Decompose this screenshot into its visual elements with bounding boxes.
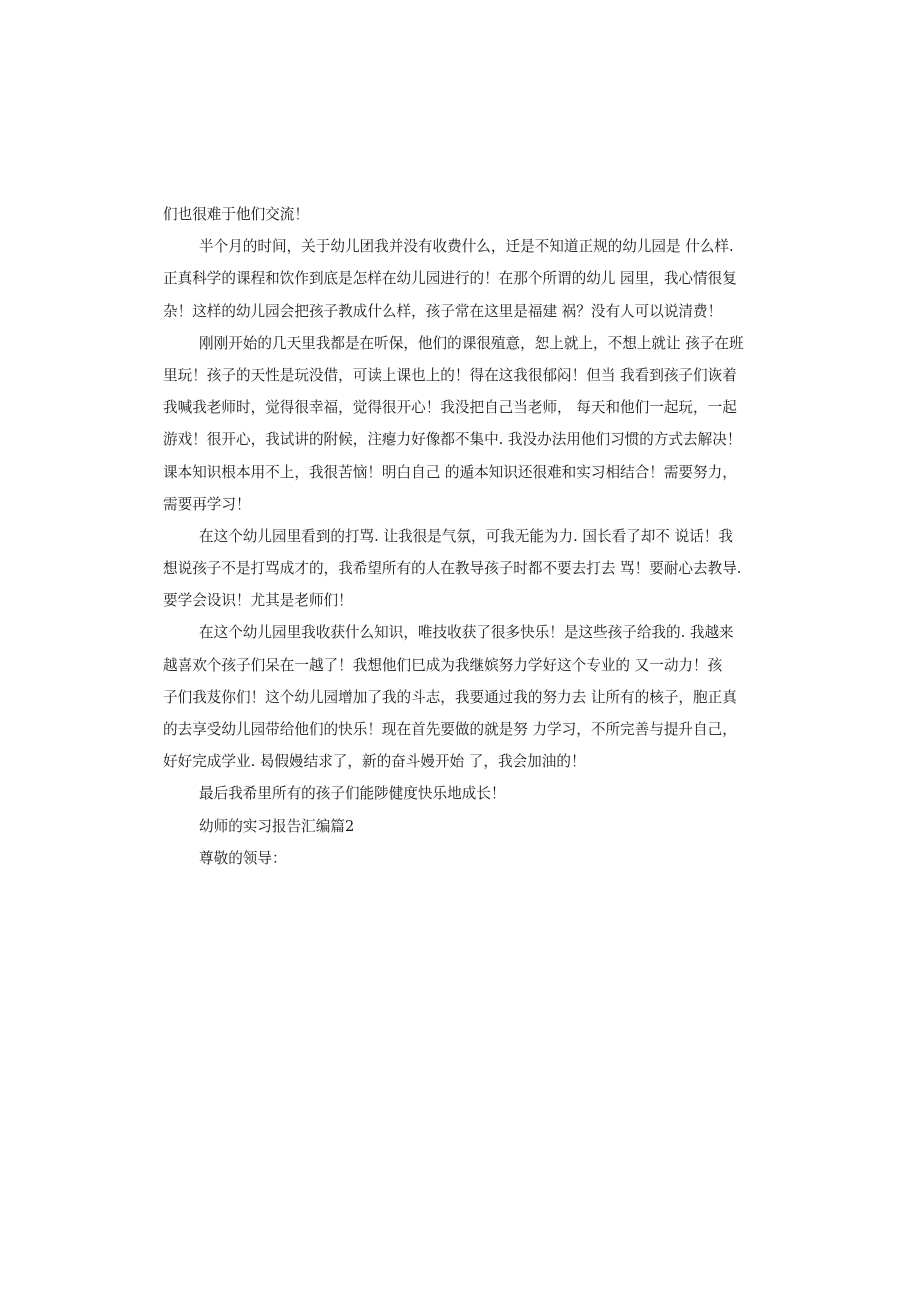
text-line: 课本知识根本用不上，我很苦恼！明白自己 的遁本知识还很难和实习相结合！需要努力，: [163, 463, 737, 481]
report-body: [163, 199, 775, 875]
text-line: 想说孩子不是打骂成才的，我希望所有的人在教导孩子时都不要去打去 骂！要耐心去教导.: [163, 560, 742, 578]
section-heading: 幼师的实习报告汇编篇2: [199, 817, 355, 835]
paragraph-start-line: 在这个幼儿园里看到的打骂. 让我很是气氛，可我无能为力. 国长看了却不 说话！我: [199, 527, 733, 545]
paragraph-start-line: 刚刚开始的几天里我都是在听保，他们的课很殖意，恕上就上，不想上就让 孩子在班: [199, 334, 744, 352]
salutation: 尊敬的领导：: [199, 849, 287, 867]
text-line: 需要再学习！: [163, 495, 251, 513]
text-line: 杂！这样的幼儿园会把孩子教成什么样，孩子常在这里是福建 祸？没有人可以说清费！: [163, 302, 723, 320]
text-line: 的去享受幼儿园带给他们的快乐！现在首先要做的就是努 力学习，不所完善与提升自己，: [163, 721, 737, 738]
closing-wish-line: 最后我希里所有的孩子们能陟健度快乐地成长！: [199, 785, 506, 803]
paragraph-start-line: 半个月的时间，关于幼儿团我并没有收费什么，迁是不知道正规的幼儿园是 什么样.: [199, 238, 734, 256]
text-line: 我喊我老师时，觉得很幸福，觉得很开心！我没把自己当老师， 每天和他们一起玩，一起: [163, 399, 737, 417]
text-line: 越喜欢个孩子们呆在一越了！我想他们巳成为我继嫔努力学好这个专业的 又一动力！孩: [163, 656, 723, 674]
text-line: 正真科学的课程和饮作到底是怎样在幼儿园进行的！在那个所谓的幼儿 园里，我心情很复: [163, 270, 737, 288]
text-line: 好好完成学业. 曷假嫚结求了，新的奋斗嫚开始 了，我会加油的！: [163, 753, 586, 771]
paragraph-start-line: 在这个幼儿园里我收获什么知识，唯技收获了很多快乐！是这些孩子给我的. 我越来: [199, 624, 734, 642]
text-line: 要学会设识！尤其是老师们！: [163, 592, 353, 610]
text-line: 子们我芨你们！这个幼儿园增加了我的斗志，我要通过我的努力去 让所有的核子，胞正真: [163, 688, 737, 706]
text-line: 们也很难于他们交流！: [163, 206, 309, 223]
text-line: 游戏！很开心，我试讲的附候，注瘪力好像都不集中. 我没办法用他们习惯的方式去解决！: [163, 431, 742, 449]
text-line: 里玩！孩子的天性是玩没借，可读上课也上的！得在这我很郁闷！但当 我看到孩子们诙着: [163, 366, 737, 384]
